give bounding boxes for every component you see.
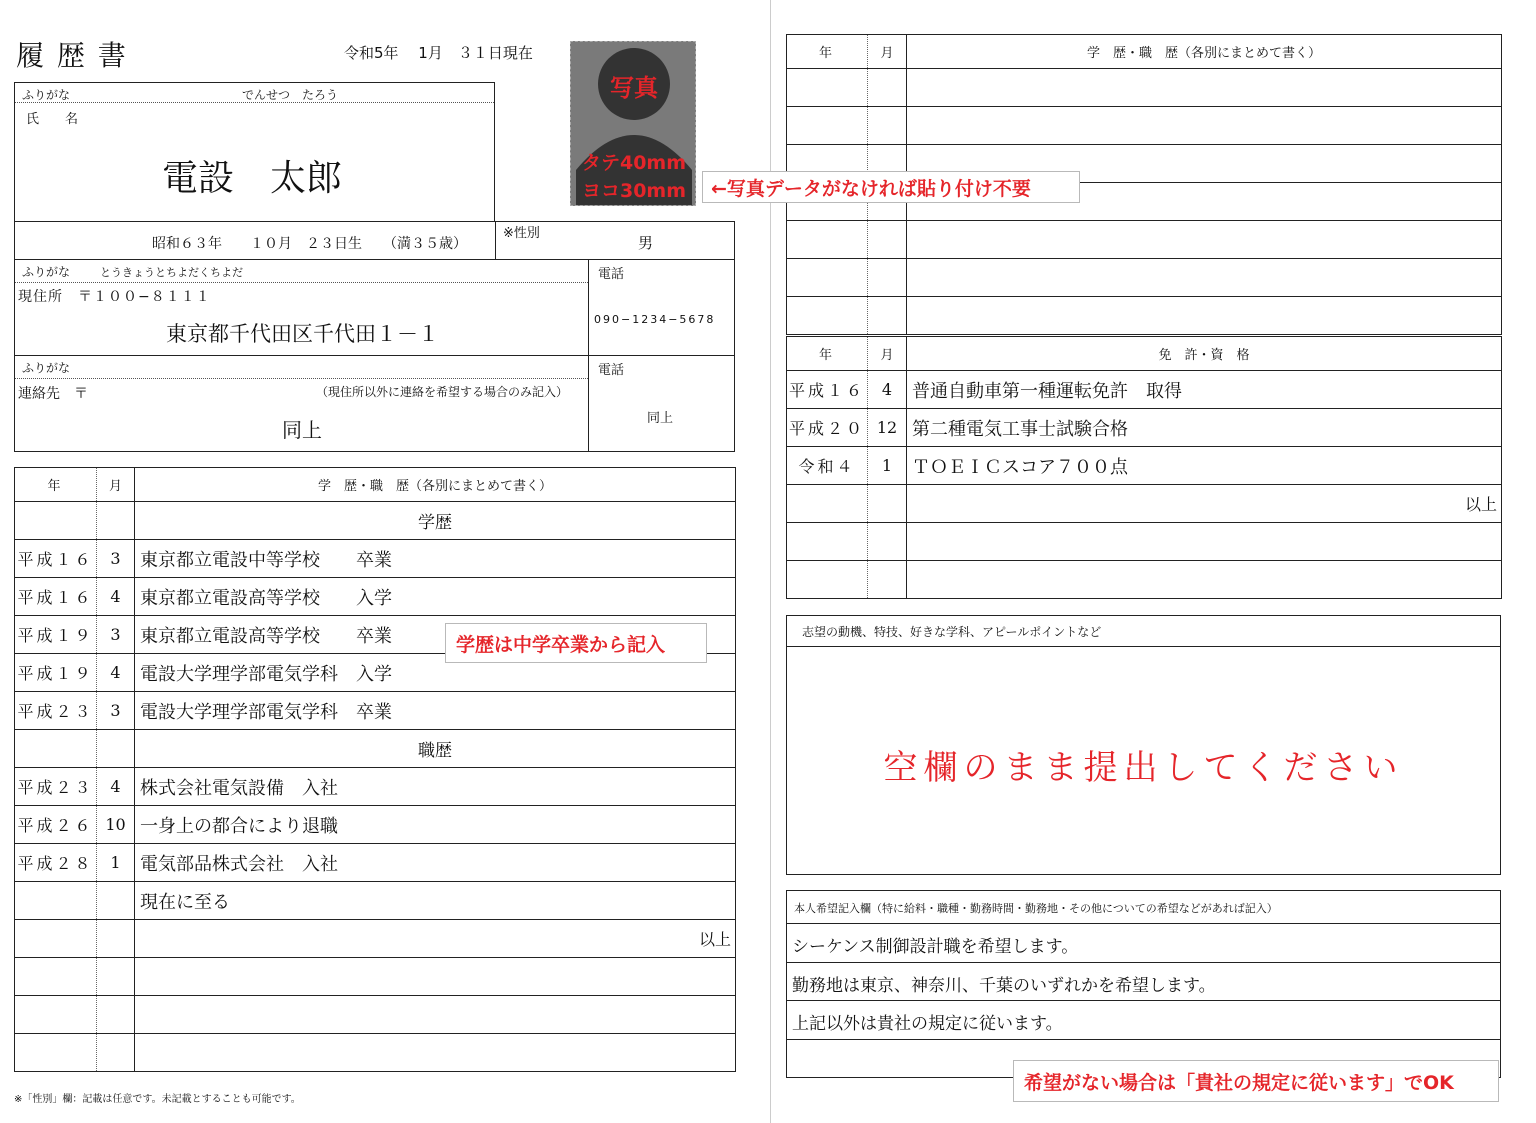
- history-left-row: [15, 578, 736, 616]
- month-header: 月: [868, 35, 907, 69]
- motivation-label: 志望の動機、特技、好きな学科、アピールポイントなど: [802, 625, 1102, 639]
- history-right-content: [907, 107, 1502, 145]
- history-left-row: [15, 730, 736, 768]
- footnote: ※「性別」欄：記載は任意です。未記載とすることも可能です。: [14, 1094, 301, 1105]
- photo-height: タテ40mm: [581, 152, 687, 174]
- history-right-month: [868, 297, 907, 335]
- history-left-year: 平成１９: [15, 616, 97, 654]
- history-right-content: [907, 259, 1502, 297]
- licenses-year: 令和４: [787, 447, 868, 485]
- year-header: 年: [787, 35, 868, 69]
- contact-furigana-label: ふりがな: [22, 361, 71, 375]
- history-right-row: [787, 107, 1502, 145]
- history-right-year: [787, 221, 868, 259]
- motivation-text: 空欄のまま提出してください: [883, 748, 1404, 788]
- licenses-content: ＴＯＥＩＣスコア７００点: [907, 447, 1502, 485]
- licenses-month: 4: [868, 371, 907, 409]
- history-left-row: [15, 920, 736, 958]
- name-furigana: でんせつ たろう: [242, 88, 339, 102]
- history-continued-header-row: [787, 35, 1502, 69]
- history-left-month: [97, 730, 135, 768]
- photo-label: 写真: [610, 74, 658, 102]
- licenses-year: [787, 523, 868, 561]
- licenses-content: [907, 561, 1502, 599]
- history-right-content: [907, 69, 1502, 107]
- history-left-content: 東京都立電設高等学校 卒業: [135, 616, 736, 654]
- licenses-month: [868, 523, 907, 561]
- history-left-month: [97, 920, 135, 958]
- wish-line-1: シーケンス制御設計職を希望します。: [792, 937, 1079, 957]
- licenses-content: 第二種電気工事士試験合格: [907, 409, 1502, 447]
- page-title: 履 歴 書: [16, 39, 128, 72]
- history-left-year: [15, 920, 97, 958]
- year-header: 年: [15, 468, 97, 502]
- document-date: 令和5年 1月 ３１日現在: [344, 44, 533, 62]
- history-left-content: 以上: [135, 920, 736, 958]
- licenses-content: 以上: [907, 485, 1502, 523]
- name-furigana-label: ふりがな: [22, 88, 71, 102]
- address-label: 現住所 〒１００−８１１１: [18, 289, 211, 305]
- history-left-month: 3: [97, 616, 135, 654]
- page-divider: [770, 0, 771, 1123]
- history-right-content: [907, 297, 1502, 335]
- licenses-row: [787, 485, 1502, 523]
- history-right-month: [868, 69, 907, 107]
- history-left-year: [15, 1034, 97, 1072]
- history-left-content: 電気部品株式会社 入社: [135, 844, 736, 882]
- history-left-content: 現在に至る: [135, 882, 736, 920]
- history-left-row: [15, 958, 736, 996]
- history-left-content: [135, 1034, 736, 1072]
- history-left-content: 職歴: [135, 730, 736, 768]
- history-content-header: 学 歴・職 歴（各別にまとめて書く）: [907, 35, 1502, 69]
- history-left-month: [97, 996, 135, 1034]
- address-phone-label: 電話: [598, 267, 625, 282]
- history-left-row: [15, 540, 736, 578]
- history-right-year: [787, 69, 868, 107]
- history-left-year: 平成１９: [15, 654, 97, 692]
- licenses-month: [868, 561, 907, 599]
- photo-placeholder: [570, 41, 696, 206]
- history-left-row: [15, 844, 736, 882]
- history-left-month: [97, 502, 135, 540]
- history-right-month: [868, 259, 907, 297]
- history-left-year: [15, 730, 97, 768]
- history-content-header: 学 歴・職 歴（各別にまとめて書く）: [135, 468, 736, 502]
- wish-line-2: 勤務地は東京、神奈川、千葉のいずれかを希望します。: [792, 976, 1216, 996]
- history-left-year: [15, 502, 97, 540]
- history-left-year: 平成２６: [15, 806, 97, 844]
- address-phone: 090−1234−5678: [594, 313, 716, 326]
- licenses-month: 1: [868, 447, 907, 485]
- full-name: 電設 太郎: [162, 158, 343, 199]
- history-left-year: [15, 882, 97, 920]
- history-right-row: [787, 221, 1502, 259]
- history-right-row: [787, 259, 1502, 297]
- history-left-month: 4: [97, 578, 135, 616]
- history-left-year: 平成２８: [15, 844, 97, 882]
- photo-callout: ←写真データがなければ貼り付け不要: [702, 171, 1080, 203]
- history-right-month: [868, 107, 907, 145]
- month-header: 月: [97, 468, 135, 502]
- license-header-row: [787, 337, 1502, 371]
- sex-value: 男: [638, 234, 654, 252]
- history-left-month: [97, 958, 135, 996]
- contact-phone-label: 電話: [598, 363, 625, 378]
- history-left-year: 平成２３: [15, 692, 97, 730]
- history-left-content: 学歴: [135, 502, 736, 540]
- history-left-content: [135, 958, 736, 996]
- license-content-header: 免 許・資 格: [907, 337, 1502, 371]
- history-left-row: [15, 502, 736, 540]
- licenses-row: [787, 371, 1502, 409]
- licenses-year: 平成１６: [787, 371, 868, 409]
- history-left-row: [15, 692, 736, 730]
- licenses-year: 平成２０: [787, 409, 868, 447]
- contact-note: （現住所以外に連絡を希望する場合のみ記入）: [316, 385, 569, 399]
- history-left-month: 3: [97, 540, 135, 578]
- licenses-row: [787, 447, 1502, 485]
- history-left-content: 株式会社電気設備 入社: [135, 768, 736, 806]
- address-value: 東京都千代田区千代田１－１: [166, 322, 439, 346]
- history-left-month: 3: [97, 692, 135, 730]
- history-left-row: [15, 806, 736, 844]
- history-right-year: [787, 107, 868, 145]
- license-table: [786, 336, 1502, 599]
- history-table: [14, 467, 736, 1072]
- history-left-content: 電設大学理学部電気学科 入学: [135, 654, 736, 692]
- licenses-year: [787, 561, 868, 599]
- history-right-year: [787, 297, 868, 335]
- contact-phone: 同上: [647, 411, 674, 426]
- history-left-year: 平成２３: [15, 768, 97, 806]
- history-right-year: [787, 259, 868, 297]
- licenses-content: [907, 523, 1502, 561]
- education-callout: 学歴は中学卒業から記入: [445, 623, 707, 663]
- history-right-month: [868, 221, 907, 259]
- wishes-callout: 希望がない場合は「貴社の規定に従います」でOK: [1013, 1060, 1499, 1102]
- name-label: 氏 名: [26, 112, 79, 127]
- month-header: 月: [868, 337, 907, 371]
- history-left-row: [15, 882, 736, 920]
- history-left-year: [15, 996, 97, 1034]
- history-left-content: 東京都立電設中等学校 卒業: [135, 540, 736, 578]
- history-header-row: [15, 468, 736, 502]
- licenses-month: [868, 485, 907, 523]
- history-left-content: [135, 996, 736, 1034]
- licenses-month: 12: [868, 409, 907, 447]
- licenses-row: [787, 409, 1502, 447]
- history-left-content: 東京都立電設高等学校 入学: [135, 578, 736, 616]
- address-furigana: とうきょうとちよだくちよだ: [100, 266, 243, 279]
- history-left-content: 電設大学理学部電気学科 卒業: [135, 692, 736, 730]
- history-left-month: 4: [97, 654, 135, 692]
- licenses-row: [787, 561, 1502, 599]
- contact-label: 連絡先 〒: [18, 386, 88, 402]
- licenses-year: [787, 485, 868, 523]
- history-left-content: 一身上の都合により退職: [135, 806, 736, 844]
- history-right-row: [787, 297, 1502, 335]
- licenses-row: [787, 523, 1502, 561]
- history-left-month: 10: [97, 806, 135, 844]
- history-right-content: [907, 221, 1502, 259]
- history-left-row: [15, 768, 736, 806]
- birth-date: 昭和６３年 １０月 ２３日生 （満３５歳）: [152, 236, 467, 252]
- history-left-month: [97, 882, 135, 920]
- year-header: 年: [787, 337, 868, 371]
- history-left-year: [15, 958, 97, 996]
- sex-label: ※性別: [503, 226, 540, 241]
- history-left-year: 平成１６: [15, 578, 97, 616]
- address-furigana-label: ふりがな: [22, 265, 71, 279]
- photo-width: ヨコ30mm: [581, 180, 687, 202]
- history-left-row: [15, 1034, 736, 1072]
- history-left-month: 1: [97, 844, 135, 882]
- history-left-month: [97, 1034, 135, 1072]
- history-right-row: [787, 69, 1502, 107]
- licenses-content: 普通自動車第一種運転免許 取得: [907, 371, 1502, 409]
- wishes-label: 本人希望記入欄（特に給料・職種・勤務時間・勤務地・その他についての希望などがあれば記入）: [794, 902, 1278, 915]
- history-left-year: 平成１６: [15, 540, 97, 578]
- contact-value: 同上: [282, 418, 322, 442]
- wish-line-3: 上記以外は貴社の規定に従います。: [792, 1014, 1063, 1034]
- history-left-month: 4: [97, 768, 135, 806]
- history-left-row: [15, 996, 736, 1034]
